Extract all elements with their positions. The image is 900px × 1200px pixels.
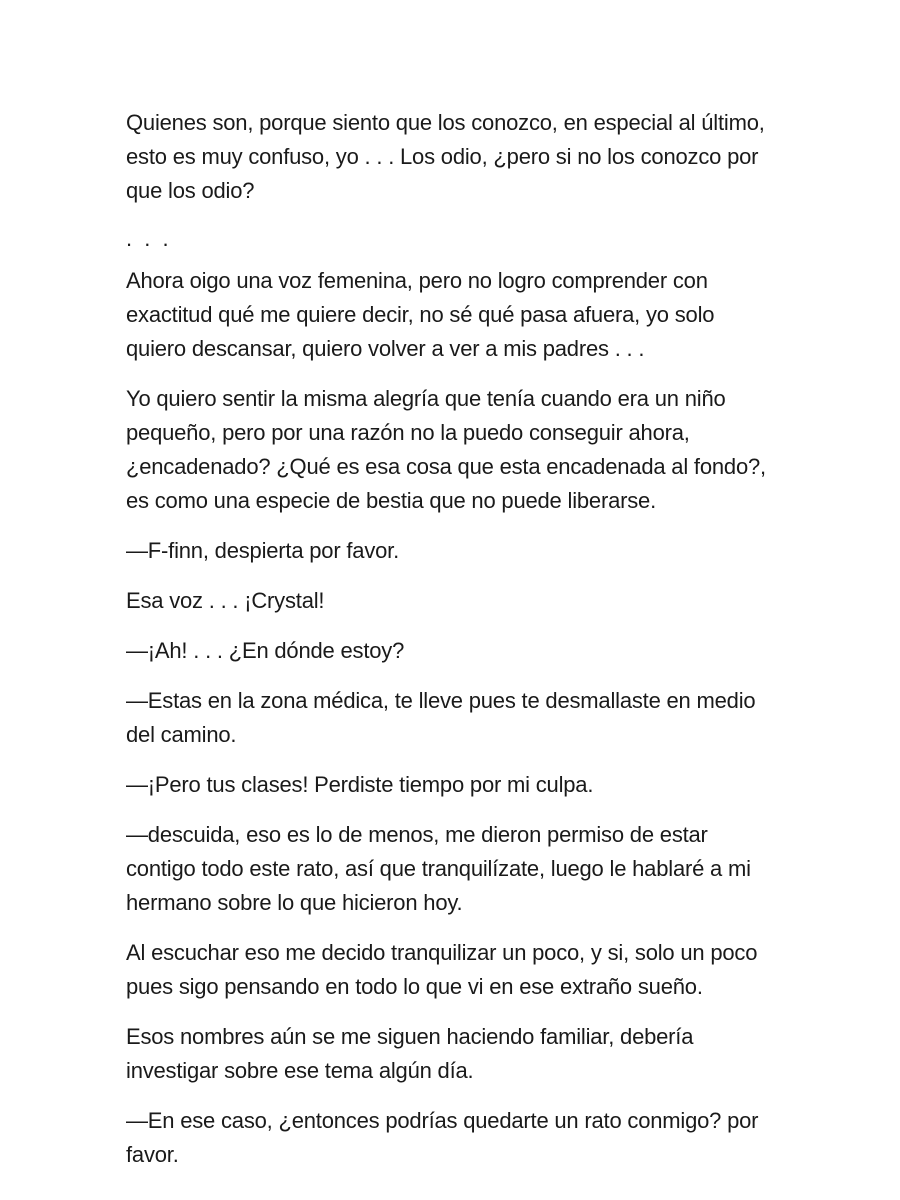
- dialogue-line: —Estas en la zona médica, te lleve pues te desmallaste en medio del camino.: [126, 688, 756, 747]
- paragraph: Yo quiero sentir la misma alegría que tenía cuando era un niño pequeño, pero por una razón no la puedo conseguir ahora, ¿encadenado? ¿Qué es esa cosa que esta encadenada al fondo?, es como una especie de bestia que no puede liberarse.: [126, 386, 766, 513]
- paragraph: Ahora oigo una voz femenina, pero no logro comprender con exactitud qué me quiere decir, no sé qué pasa afuera, yo solo quiero descansar, quiero volver a ver a mis padres . . .: [126, 268, 715, 361]
- dialogue-line: —En ese caso, ¿entonces podrías quedarte un rato conmigo? por favor.: [126, 1108, 759, 1167]
- dialogue-line: —¡Pero tus clases! Perdiste tiempo por mi culpa.: [126, 772, 594, 797]
- document-body: [126, 106, 780, 1172]
- paragraph: Esos nombres aún se me siguen haciendo familiar, debería investigar sobre ese tema algún día.: [126, 1024, 694, 1083]
- paragraph-ellipsis: . . .: [126, 226, 172, 251]
- dialogue-line: —¡Ah! . . . ¿En dónde estoy?: [126, 638, 405, 663]
- paragraph: Esa voz . . . ¡Crystal!: [126, 588, 325, 613]
- paragraph: Al escuchar eso me decido tranquilizar un poco, y si, solo un poco pues sigo pensando en todo lo que vi en ese extraño sueño.: [126, 940, 758, 999]
- dialogue-line: —descuida, eso es lo de menos, me dieron permiso de estar contigo todo este rato, así que tranquilízate, luego le hablaré a mi hermano sobre lo que hicieron hoy.: [126, 822, 751, 915]
- paragraph: Quienes son, porque siento que los conozco, en especial al último, esto es muy confuso, yo . . . Los odio, ¿pero si no los conozco por que los odio?: [126, 110, 765, 203]
- dialogue-line: —F-finn, despierta por favor.: [126, 538, 399, 563]
